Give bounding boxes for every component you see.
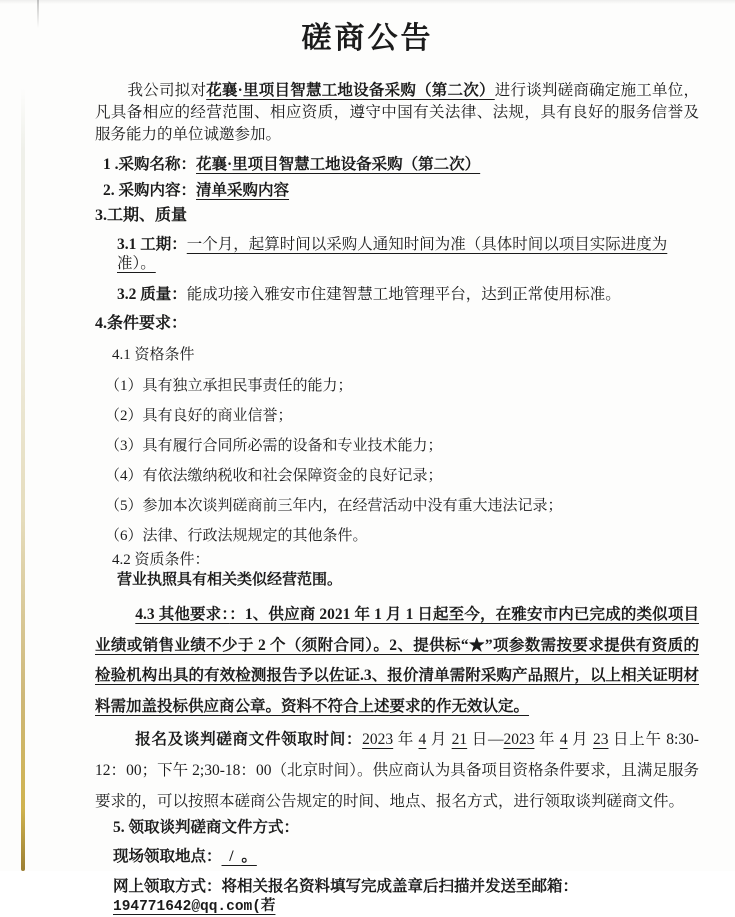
online-pickup-text: 将相关报名资料填写完成盖章后扫描并发送至邮箱： [221, 878, 579, 895]
document-body [95, 80, 699, 917]
quality-row [117, 285, 699, 304]
section-5-heading: 5. 领取谈判磋商文件方式： [113, 819, 300, 836]
other-requirements-text: ：1、供应商 2021 年 1 月 1 日起至今，在雅安市内已完成的类似项目业绩或销售业绩不少于 2 个（须附合同）。2、提供标“★”项参数需按要求提供有资质的检验机构出具的有效检测报告予以佐证.3、报价清单需附采购产品照片，以上相关证明材料需加盖投标供应商公章。资料不符合上述要求的作无效认定。 [95, 606, 699, 715]
intro-rest: 进行谈判磋商确定施工单位，凡具备相应的经营范围、相应资质，遵守中国有关法律、法规，具有良好的服务信誉及服务能力的单位诚邀参加。 [95, 82, 699, 143]
scan-edge-line-left [21, 88, 25, 871]
intro-project-name: 花襄·里项目智慧工地设备采购（第二次） [206, 82, 495, 99]
registration-year-start: 2023 [362, 731, 394, 748]
registration-day-end: 23 [592, 731, 609, 748]
purchase-content-row [103, 181, 699, 200]
section-4-heading: 4.条件要求： [95, 315, 188, 332]
registration-paragraph [95, 724, 699, 817]
purchase-name-row [103, 155, 699, 174]
credential-value: 营业执照具有相关类似经营范围。 [117, 572, 343, 588]
qualification-item: （4）有依法缴纳税收和社会保障资金的良好记录； [105, 468, 443, 484]
quality-value: 能成功接入雅安市住建智慧工地管理平台，达到正常使用标准。 [186, 286, 621, 303]
registration-month-start: 4 [418, 731, 427, 748]
registration-year-end: 2023 [503, 731, 535, 748]
purchase-name-value: 花襄·里项目智慧工地设备采购（第二次） [196, 156, 481, 173]
qualification-subheading: 4.1 资格条件 [112, 347, 195, 363]
purchase-name-label: 1 .采购名称： [103, 156, 197, 173]
registration-sep: 年 [534, 731, 560, 748]
document-title: 磋商公告 [301, 22, 434, 55]
online-pickup-row [113, 877, 699, 917]
site-pickup-value: / 。 [221, 848, 257, 865]
scan-top-shade [0, 0, 735, 4]
site-pickup-row [113, 847, 699, 866]
duration-value: 一个月，起算时间以采购人通知时间为准（具体时间以项目实际进度为准）。 [117, 236, 668, 272]
qualification-item: （6）法律、行政法规规定的其他条件。 [105, 528, 368, 544]
online-pickup-email: 194771642@qq.com(若 [113, 899, 276, 915]
qualification-item: （3）具有履行合同所必需的设备和专业技术能力； [105, 438, 443, 454]
online-pickup-label: 网上领取方式： [113, 878, 222, 895]
duration-label: 3.1 工期： [117, 236, 187, 253]
registration-rest: 日上午 8:30-12：00；下午 2;30-18：00（北京时间）。供应商认为具备项目资格条件要求，且满足服务要求的，可以按照本磋商公告规定的时间、地点、报名方式，进行领取谈判磋商文件。 [95, 731, 699, 810]
quality-label: 3.2 质量： [117, 286, 187, 303]
qualification-item: （2）具有良好的商业信誉； [105, 408, 293, 424]
site-pickup-label: 现场领取地点： [113, 848, 222, 865]
registration-sep: 年 [393, 731, 419, 748]
other-requirements-paragraph [95, 600, 699, 722]
purchase-content-label: 2. 采购内容： [103, 182, 197, 199]
qualification-item: （5）参加本次谈判磋商前三年内，在经营活动中没有重大违法记录； [105, 498, 563, 514]
qualification-item: （1）具有独立承担民事责任的能力； [105, 378, 353, 394]
section-3-heading: 3.工期、质量 [95, 207, 188, 224]
registration-sep: 月 [426, 731, 452, 748]
duration-row [117, 235, 699, 273]
registration-sep: 日— [467, 731, 504, 748]
registration-month-end: 4 [559, 731, 568, 748]
purchase-content-value: 清单采购内容 [196, 182, 290, 199]
registration-day-start: 21 [451, 731, 468, 748]
registration-label: 报名及谈判磋商文件领取时间： [135, 731, 363, 748]
credential-subheading: 4.2 资质条件： [112, 552, 210, 568]
other-requirements-label: 4.3 其他要求： [135, 606, 230, 623]
scan-edge-line-top [37, 0, 39, 28]
intro-paragraph [95, 80, 699, 146]
registration-sep: 月 [567, 731, 593, 748]
intro-prefix: 我公司拟对 [127, 82, 207, 99]
